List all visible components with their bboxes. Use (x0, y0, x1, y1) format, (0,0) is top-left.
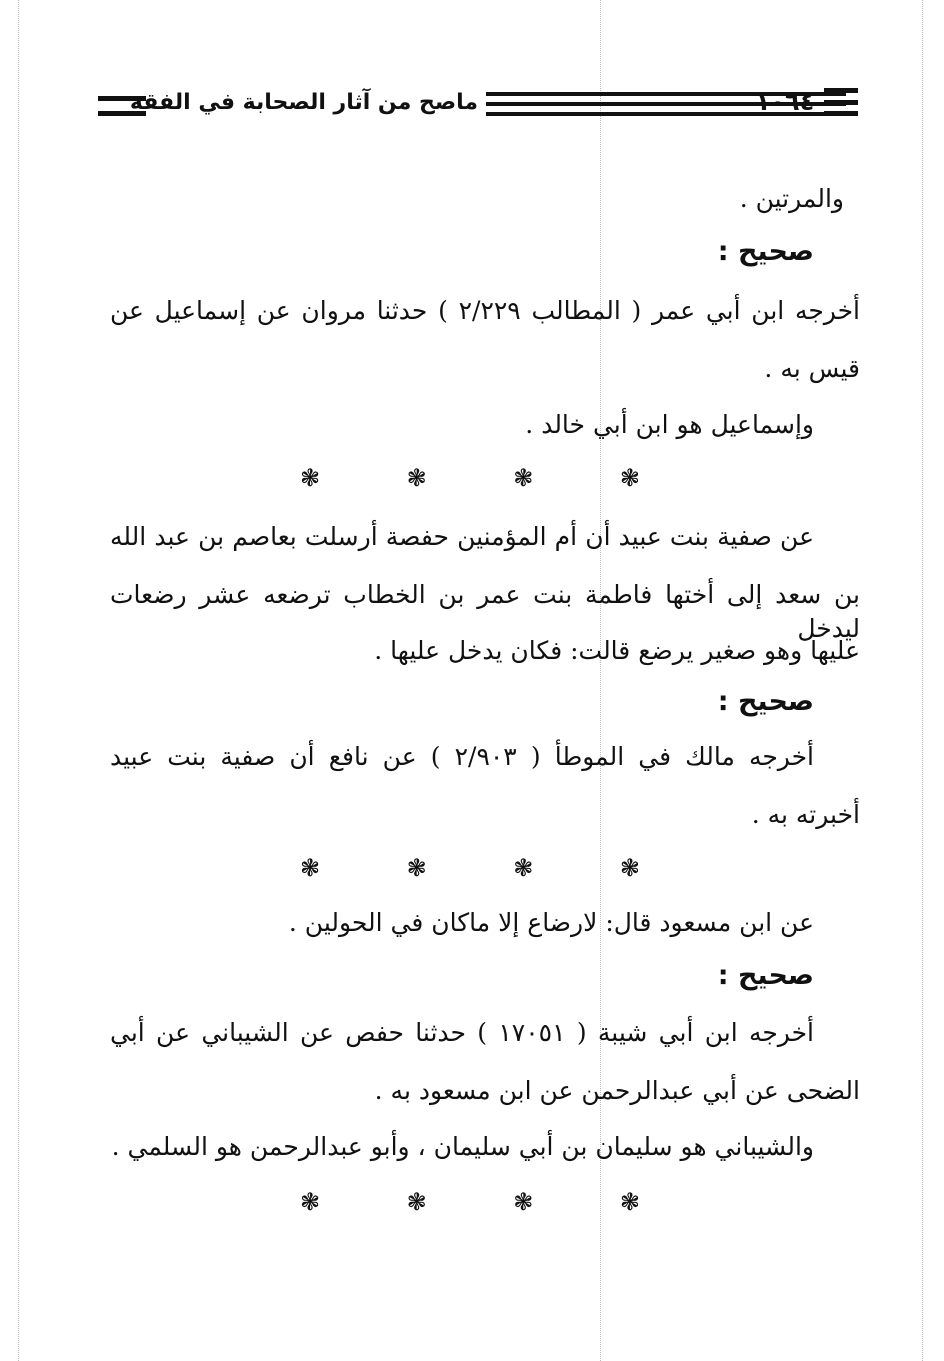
scan-artifact-line (922, 0, 923, 1361)
text-line: عليها وهو صغير يرضع قالت: فكان يدخل عليها . (374, 636, 860, 665)
separator-star-icon: ❃ (406, 464, 427, 492)
separator-star-icon: ❃ (300, 1188, 321, 1216)
text-line: قيس به . (764, 354, 860, 383)
separator-star-icon: ❃ (619, 1188, 640, 1216)
text-line: والمرتين . (739, 184, 844, 213)
text-line: والشيباني هو سليمان بن أبي سليمان ، وأبو عبدالرحمن هو السلمي . (111, 1132, 814, 1161)
text-line: أخبرته به . (751, 800, 860, 829)
page-number: ١٠٦٤ (755, 88, 815, 116)
section-separator (300, 466, 640, 490)
text-line: أخرجه ابن أبي عمر ( المطالب ٢/٢٢٩ ) حدثنا مروان عن إسماعيل عن (110, 296, 860, 325)
text-line: الضحى عن أبي عبدالرحمن عن ابن مسعود به . (374, 1076, 860, 1105)
separator-star-icon: ❃ (619, 464, 640, 492)
header-rule-right (824, 88, 858, 116)
text-line: عن صفية بنت عبيد أن أم المؤمنين حفصة أرسلت بعاصم بن عبد الله (110, 522, 814, 551)
section-heading: صحيح : (717, 960, 814, 991)
page-header (98, 82, 860, 126)
section-heading: صحيح : (717, 236, 814, 267)
scan-artifact-line (18, 0, 19, 1361)
book-title: ماصح من آثار الصحابة في الفقه (129, 90, 478, 115)
text-line: أخرجه ابن أبي شيبة ( ١٧٠٥١ ) حدثنا حفص عن الشيباني عن أبي (110, 1018, 814, 1047)
section-separator (300, 856, 640, 880)
separator-star-icon: ❃ (619, 854, 640, 882)
section-heading: صحيح : (717, 686, 814, 717)
text-line: وإسماعيل هو ابن أبي خالد . (525, 410, 814, 439)
separator-star-icon: ❃ (513, 464, 534, 492)
separator-star-icon: ❃ (300, 464, 321, 492)
text-line: عن ابن مسعود قال: لارضاع إلا ماكان في الحولين . (288, 908, 814, 937)
text-line: أخرجه مالك في الموطأ ( ٢/٩٠٣ ) عن نافع أن صفية بنت عبيد (110, 742, 815, 771)
text-line: بن سعد إلى أختها فاطمة بنت عمر بن الخطاب ترضعه عشر رضعات ليدخل (110, 580, 860, 643)
section-separator (300, 1190, 640, 1214)
separator-star-icon: ❃ (406, 854, 427, 882)
separator-star-icon: ❃ (513, 1188, 534, 1216)
separator-star-icon: ❃ (300, 854, 321, 882)
separator-star-icon: ❃ (513, 854, 534, 882)
separator-star-icon: ❃ (406, 1188, 427, 1216)
